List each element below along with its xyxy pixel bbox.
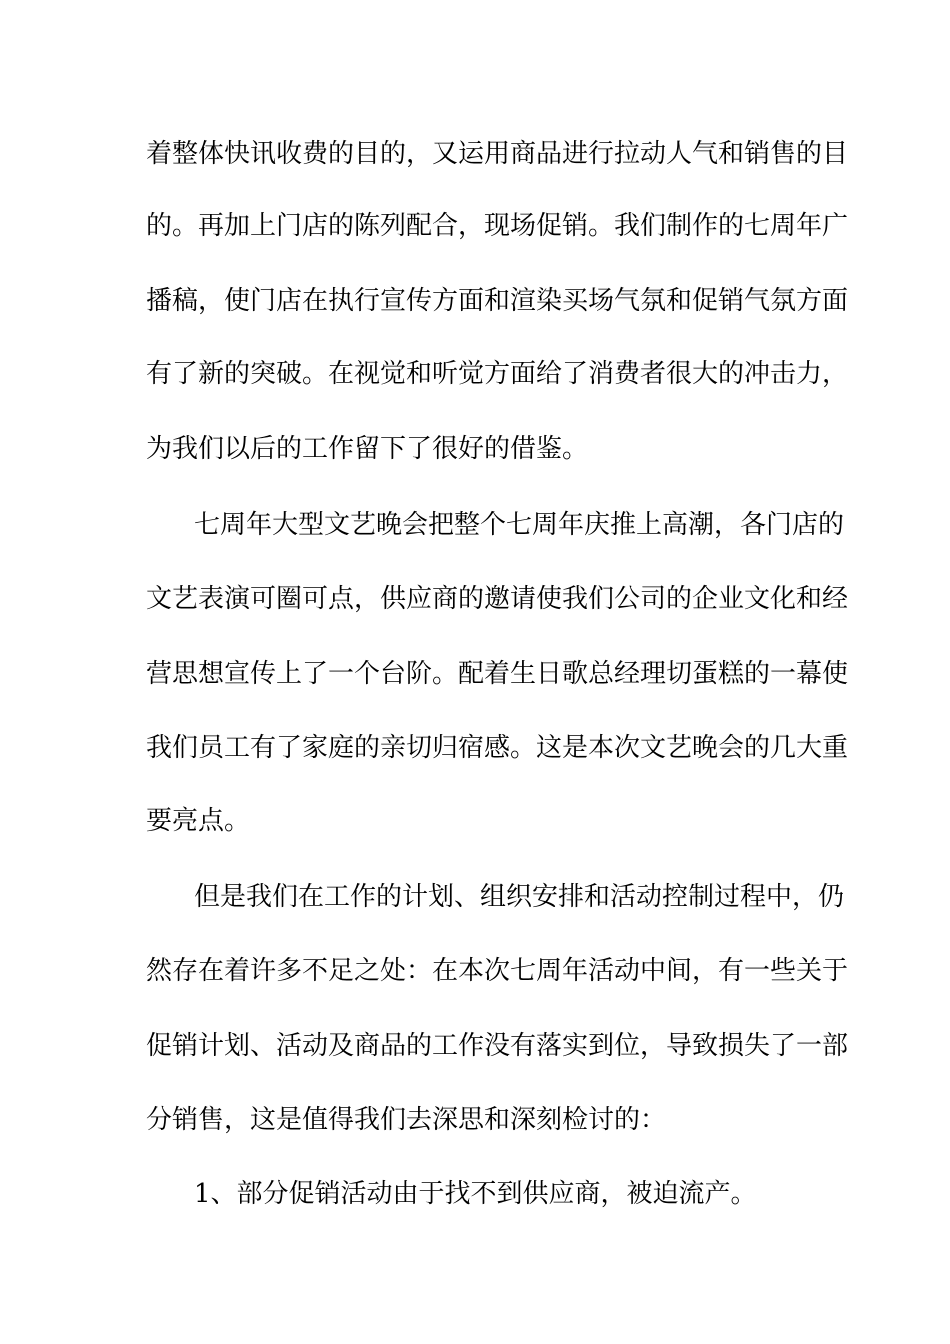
text-line: 的。再加上门店的陈列配合，现场促销。我们制作的七周年广 (146, 211, 849, 241)
list-item: 1、部分促销活动由于找不到供应商，被迫流产。 (194, 1179, 757, 1209)
paragraph-first-line: 七周年大型文艺晚会把整个七周年庆推上高潮，各门店的 (194, 510, 845, 540)
text-line: 着整体快讯收费的目的，又运用商品进行拉动人气和销售的目 (146, 139, 849, 169)
text-line: 要亮点。 (146, 806, 251, 836)
text-line: 我们员工有了家庭的亲切归宿感。这是本次文艺晚会的几大重 (146, 733, 849, 763)
text-line: 然存在着许多不足之处：在本次七周年活动中间，有一些关于 (146, 956, 849, 986)
text-line: 分销售，这是值得我们去深思和深刻检讨的： (146, 1105, 667, 1135)
text-line: 促销计划、活动及商品的工作没有落实到位，导致损失了一部 (146, 1031, 849, 1061)
text-line: 有了新的突破。在视觉和听觉方面给了消费者很大的冲击力， (146, 359, 849, 389)
text-line: 文艺表演可圈可点，供应商的邀请使我们公司的企业文化和经 (146, 584, 849, 614)
paragraph-first-line: 但是我们在工作的计划、组织安排和活动控制过程中，仍 (194, 882, 845, 912)
text-line: 播稿，使门店在执行宣传方面和渲染买场气氛和促销气氛方面 (146, 286, 849, 316)
text-line: 营思想宣传上了一个台阶。配着生日歌总经理切蛋糕的一幕使 (146, 659, 849, 689)
text-line: 为我们以后的工作留下了很好的借鉴。 (146, 434, 589, 464)
